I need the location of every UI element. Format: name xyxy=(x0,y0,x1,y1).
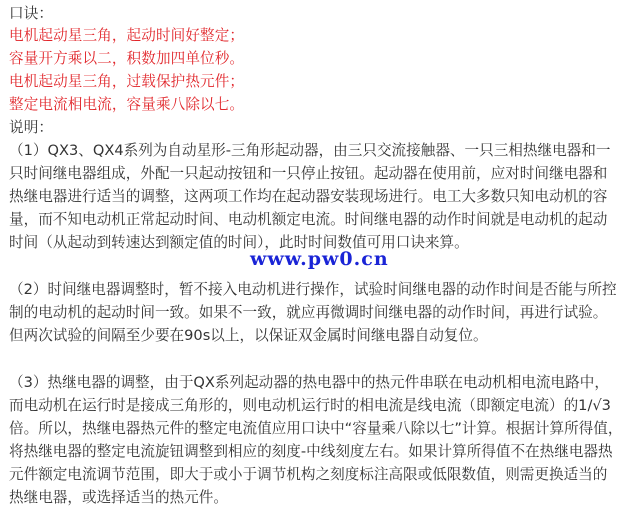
mnemonic-heading: 口诀： xyxy=(9,5,54,22)
paragraph-3-line: 元件额定电流调节范围，即大于或小于调节机构之刻度标注高限或低限数值，则需更换适当的 xyxy=(9,466,608,483)
paragraph-3-line: 将热继电器的整定电流旋钮调整到相应的刻度-中线刻度左右。如果计算所得值不在热继电器热 xyxy=(9,443,613,460)
verse-line: 电机起动星三角，过载保护热元件； xyxy=(9,73,245,90)
paragraph-3-line: 倍。所以，热继电器热元件的整定电流值应用口诀中“容量乘八除以七”计算。根据计算所得值， xyxy=(9,420,623,437)
verse-line: 整定电流相电流，容量乘八除以七。 xyxy=(9,96,245,113)
paragraph-2-line: （2）时间继电器调整时，暂不接入电动机进行操作，试验时间继电器的动作时间是否能与所控 xyxy=(9,281,617,298)
paragraph-1-line: 只时间继电器组成，外配一只起动按钮和一只停止按钮。起动器在使用前，应对时间继电器和 xyxy=(9,165,608,182)
paragraph-2-line: 制的电动机的起动时间一致。如果不一致，就应再微调时间继电器的动作时间，再进行试验。 xyxy=(9,304,608,321)
paragraph-2-line: 但两次试验的间隔至少要在90s以上，以保证双金属时间继电器自动复位。 xyxy=(9,327,488,344)
paragraph-1-line: （1）QX3、QX4系列为自动星形-三角形起动器，由三只交流接触器、一只三相热继电器和一 xyxy=(9,142,611,159)
paragraph-3-line: 而电动机在运行时是接成三角形的，则电动机运行时的相电流是线电流（即额定电流）的1/√3 xyxy=(9,397,611,414)
paragraph-1-line: 热继电器进行适当的调整，这两项工作均在起动器安装现场进行。电工大多数只知电动机的容 xyxy=(9,188,608,205)
paragraph-3-line: （3）热继电器的调整，由于QX系列起动器的热电器中的热元件串联在电动机相电流电路中， xyxy=(9,374,609,391)
verse-line: 容量开方乘以二，积数加四单位秒。 xyxy=(9,50,245,67)
explanation-label: 说明： xyxy=(9,119,54,136)
paragraph-3-line: 热继电器，或选择适当的热元件。 xyxy=(9,489,228,506)
watermark: www.pw0.cn xyxy=(250,248,389,270)
paragraph-1-line: 量，而不知电动机正常起动时间、电动机额定电流。时间继电器的动作时间就是电动机的起动 xyxy=(9,211,608,228)
verse-line: 电机起动星三角，起动时间好整定； xyxy=(9,27,245,44)
paragraph-1-line: 时间（从起动到转速达到额定值的时间），此时时间数值可用口诀来算。 xyxy=(9,234,469,251)
